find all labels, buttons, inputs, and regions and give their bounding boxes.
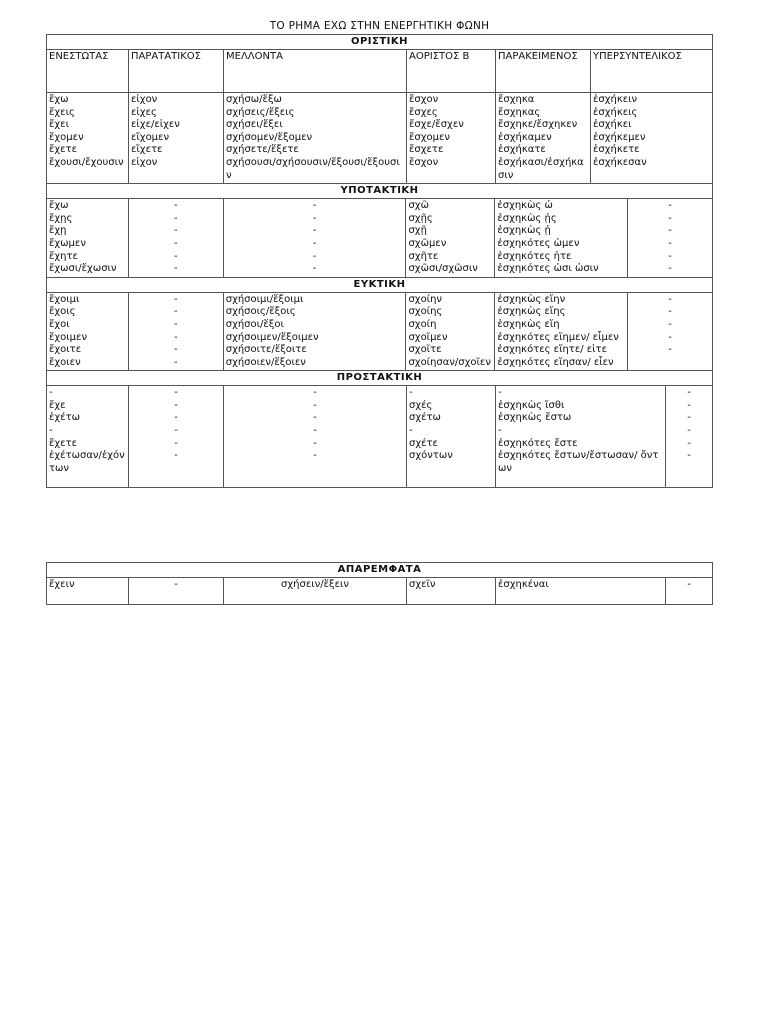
form: ἐσχηκὼς εἴην [497, 293, 566, 305]
form: - [174, 425, 178, 437]
form: ἐσχηκὼς εἴη [497, 318, 560, 330]
form: ἐσχήκασι/ἐσχήκασιν [498, 156, 584, 181]
form: - [668, 212, 672, 224]
form: εἴχομεν [131, 131, 170, 143]
form: εἶχε/εἶχεν [131, 119, 180, 131]
oristiki-ypersyntelikos-cell [591, 93, 712, 183]
form: - [174, 387, 178, 399]
form: - [174, 318, 178, 330]
form: εἶχες [131, 106, 157, 118]
form: - [313, 437, 317, 449]
ypotaktiki-aoristos-cell [406, 199, 495, 277]
form: σχῶ [408, 200, 429, 212]
form: - [174, 399, 178, 411]
prostaktiki-ypersyntelikos-cell [666, 386, 712, 487]
form: σχοῖτε [408, 344, 442, 356]
form: - [174, 293, 178, 305]
form: σχοίη [408, 318, 437, 330]
header-enestotas: ΕΝΕΣΤΩΤΑΣ [47, 50, 129, 92]
ypotaktiki-forms-row [47, 199, 712, 278]
form: ἔχεις [49, 106, 75, 118]
prostaktiki-forms-row [47, 386, 712, 487]
form: σχήσουσι/σχήσουσιν/ἕξουσι/ἕξουσιν [226, 156, 400, 181]
form: - [174, 212, 178, 224]
form: - [174, 200, 178, 212]
form: ἔχοις [49, 306, 76, 318]
form: - [174, 450, 178, 462]
form: - [312, 225, 317, 237]
form: ἔσχον [409, 94, 439, 105]
form: ἐσχηκὼς ἴσθι [498, 399, 565, 411]
aparemfata-paratatikos-cell [129, 578, 224, 604]
form: - [174, 306, 178, 318]
form: - [668, 344, 672, 356]
form: σχήσοις/ἕξοις [225, 306, 296, 318]
section-heading-oristiki: ΟΡΙΣΤΙΚΗ [47, 35, 712, 50]
form: - [312, 250, 317, 262]
form: - [174, 412, 178, 424]
form: - [687, 412, 691, 424]
form: ἐσχήκεμεν [593, 131, 646, 143]
form: ἔχετε [49, 144, 78, 156]
form: σχήσω/ἕξω [226, 94, 282, 105]
efktiki-aoristos-cell [406, 293, 495, 371]
form: σχήσοιμι/ἕξοιμι [225, 293, 304, 305]
header-ypersyntelikos: ΥΠΕΡΣΥΝΤΕΛΙΚΟΣ [593, 51, 682, 62]
form: σχοίην [408, 293, 442, 305]
prostaktiki-paratatikos-cell [129, 386, 224, 487]
form: ἔσχε/ἔσχεν [409, 119, 464, 131]
form: - [687, 425, 691, 437]
form: - [668, 250, 672, 262]
header-paratatikos: ΠΑΡΑΤΑΤΙΚΟΣ [129, 50, 224, 92]
header-mellontas: ΜΕΛΛΟΝΤΑ [224, 50, 407, 92]
aparemfata-enestotas-cell [47, 578, 129, 604]
form: ἐσχήκει [593, 119, 632, 131]
form: - [668, 225, 672, 237]
aparemfata-parakeimenos-cell [496, 578, 666, 604]
form: ἔχοιτε [49, 344, 82, 356]
header-parakeimenos: ΠΑΡΑΚΕΙΜΕΝΟΣ [496, 50, 591, 92]
form: ἔχοι [49, 318, 70, 330]
form: - [174, 356, 178, 368]
form: σχήσοι/ἕξοι [225, 318, 284, 330]
section-heading-prostaktiki: ΠΡΟΣΤΑΚΤΙΚΗ [47, 371, 712, 386]
form: - [174, 437, 178, 449]
form: ἔχητε [49, 250, 78, 262]
form: σχέτω [409, 412, 441, 424]
form: σχήσοιεν/ἕξοιεν [225, 356, 306, 368]
form: ἔχοιμι [49, 293, 80, 305]
form: - [668, 237, 672, 249]
ypotaktiki-mellontas-cell [224, 199, 407, 277]
form: ἔχομεν [49, 131, 84, 143]
form: ἐσχήκεις [593, 106, 638, 118]
section-heading-aparemfata: ΑΠΑΡΕΜΦΑΤΑ [47, 563, 712, 578]
form: ἔχειν [49, 579, 75, 590]
form: ἐσχήκειν [593, 94, 638, 105]
form: - [174, 225, 178, 237]
form: ἔχω [49, 200, 69, 212]
page-title: ΤΟ ΡΗΜΑ ΕΧΩ ΣΤΗΝ ΕΝΕΡΓΗΤΙΚΗ ΦΩΝΗ [269, 20, 490, 32]
form: - [312, 263, 317, 275]
form: ἔσχηκε/ἔσχηκεν [498, 119, 578, 131]
form: - [668, 263, 672, 275]
form: σχήσοιμεν/ἕξοιμεν [225, 331, 319, 343]
oristiki-aoristos-cell [407, 93, 496, 183]
form: ἐχέτω [49, 412, 80, 424]
aparemfata-ypersyntelikos-cell [666, 578, 712, 604]
prostaktiki-enestotas-cell [47, 386, 129, 487]
form: - [312, 200, 317, 212]
form: σχές [409, 399, 433, 411]
form: ἔσχον [409, 156, 439, 168]
efktiki-mellontas-cell [224, 293, 407, 371]
form: σχέτε [409, 437, 438, 449]
form: ἔχω [49, 94, 69, 105]
form: - [668, 293, 672, 305]
form: σχοῖμεν [408, 331, 448, 343]
form: ἔχοιεν [49, 356, 81, 368]
form: ἔχε [49, 399, 66, 411]
form: ἔχῃ [49, 225, 67, 237]
form: ἐσχηκέναι [498, 579, 549, 590]
form: - [498, 387, 502, 399]
form: σχῇς [408, 212, 433, 224]
efktiki-forms-row [47, 293, 712, 372]
form: ἔσχομεν [409, 131, 450, 143]
form: - [49, 387, 53, 399]
oristiki-mellontas-cell [224, 93, 407, 183]
prostaktiki-aoristos-cell [407, 386, 496, 487]
form: ἔσχες [409, 106, 438, 118]
form: σχήσειν/ἕξειν [281, 579, 349, 590]
form: ἐσχηκότες ὦμεν [497, 237, 580, 249]
form: εἶχον [131, 94, 158, 105]
oristiki-forms-row [47, 93, 712, 184]
efktiki-enestotas-cell [47, 293, 129, 371]
form: - [174, 344, 178, 356]
form: ἐσχηκότες ἔστων/ἔστωσαν/ ὄντων [498, 450, 659, 474]
infinitives-table [46, 562, 713, 605]
prostaktiki-parakeimenos-cell [496, 386, 666, 487]
form: - [668, 318, 672, 330]
form: - [687, 450, 691, 462]
form: - [409, 425, 413, 437]
form: ἐσχηκότες εἴητε/ εἶτε [497, 344, 607, 356]
form: σχῇ [408, 225, 427, 237]
form: - [687, 579, 691, 590]
form: - [687, 437, 691, 449]
form: σχήσετε/ἕξετε [226, 144, 299, 156]
form: ἐσχήκετε [593, 144, 640, 156]
form: σχήσομεν/ἕξομεν [226, 131, 313, 143]
form: σχῶμεν [408, 237, 447, 249]
ypotaktiki-parakeimenos-cell [495, 199, 628, 277]
aparemfata-mellontas-cell [224, 578, 407, 604]
form: ἐσχηκότες ἦτε [497, 250, 572, 262]
form: ἔχῃς [49, 212, 73, 224]
aparemfata-forms-row [47, 578, 712, 604]
form: - [313, 412, 317, 424]
form: - [49, 425, 53, 437]
form: ἐσχηκὼς ᾖς [497, 212, 557, 224]
form: - [312, 237, 317, 249]
ypotaktiki-enestotas-cell [47, 199, 129, 277]
form: σχεῖν [409, 579, 436, 590]
form: - [687, 399, 691, 411]
form: σχῶσι/σχῶσιν [408, 263, 478, 275]
efktiki-paratatikos-cell [129, 293, 224, 371]
conjugation-table [46, 34, 713, 488]
form: ἐσχηκὼς ὦ [497, 200, 553, 212]
form: - [409, 387, 413, 399]
prostaktiki-mellontas-cell [224, 386, 407, 487]
form: ἔσχηκας [498, 106, 541, 118]
form: εἴχετε [131, 144, 163, 156]
oristiki-enestotas-cell [47, 93, 129, 183]
form: - [174, 579, 178, 590]
form: σχήσεις/ἕξεις [226, 106, 295, 118]
form: ἐσχήκεσαν [593, 156, 647, 168]
form: - [668, 306, 672, 318]
form: - [687, 387, 691, 399]
form: ἔχει [49, 119, 69, 131]
form: σχόντων [409, 450, 453, 462]
form: - [312, 212, 317, 224]
oristiki-paratatikos-cell [129, 93, 224, 183]
oristiki-parakeimenos-cell [496, 93, 591, 183]
ypotaktiki-ypersyntelikos-cell [628, 199, 712, 277]
form: - [313, 425, 317, 437]
form: ἔχωσι/ἔχωσιν [49, 263, 117, 275]
form: - [498, 425, 502, 437]
form: ἐσχηκότες εἴημεν/ εἶμεν [497, 331, 619, 343]
form: ἔσχετε [409, 144, 444, 156]
form: ἐσχηκότες εἴησαν/ εἶεν [497, 356, 614, 368]
form: - [313, 387, 317, 399]
form: ἐσχηκότες ὦσι ὦσιν [497, 263, 599, 275]
form: ἐσχηκὼς εἴης [497, 306, 566, 318]
aparemfata-aoristos-cell [407, 578, 496, 604]
ypotaktiki-paratatikos-cell [129, 199, 224, 277]
form: ἐσχηκότες ἔστε [498, 437, 578, 449]
form: σχῆτε [408, 250, 439, 262]
form: σχοίησαν/σχοῖεν [408, 356, 491, 368]
form: ἔχοιμεν [49, 331, 88, 343]
form: ἔχουσι/ἔχουσιν [49, 156, 124, 168]
header-aoristos: ΑΟΡΙΣΤΟΣ Β [407, 50, 496, 92]
form: εἶχον [131, 156, 158, 168]
form: σχήσει/ἕξει [226, 119, 283, 131]
form: ἔχετε [49, 437, 78, 449]
form: - [313, 399, 317, 411]
form: ἔσχηκα [498, 94, 535, 105]
efktiki-parakeimenos-cell [495, 293, 628, 371]
form: - [174, 237, 178, 249]
form: - [668, 200, 672, 212]
section-heading-efktiki: ΕΥΚΤΙΚΗ [47, 278, 712, 293]
form: - [174, 250, 178, 262]
form: ἐχέτωσαν/ἐχόντων [49, 450, 125, 474]
form: ἐσχηκὼς ᾖ [497, 225, 551, 237]
form: - [668, 331, 672, 343]
form: - [313, 450, 317, 462]
form: - [174, 331, 178, 343]
form: ἔχωμεν [49, 237, 86, 249]
form: σχοίης [408, 306, 443, 318]
form: ἐσχήκατε [498, 144, 546, 156]
form: ἐσχήκαμεν [498, 131, 552, 143]
tense-header-row [47, 50, 712, 93]
form: - [174, 263, 178, 275]
section-heading-ypotaktiki: ΥΠΟΤΑΚΤΙΚΗ [47, 184, 712, 199]
efktiki-ypersyntelikos-cell [628, 293, 712, 371]
form: σχήσοιτε/ἕξοιτε [225, 344, 307, 356]
form: ἐσχηκὼς ἔστω [498, 412, 572, 424]
